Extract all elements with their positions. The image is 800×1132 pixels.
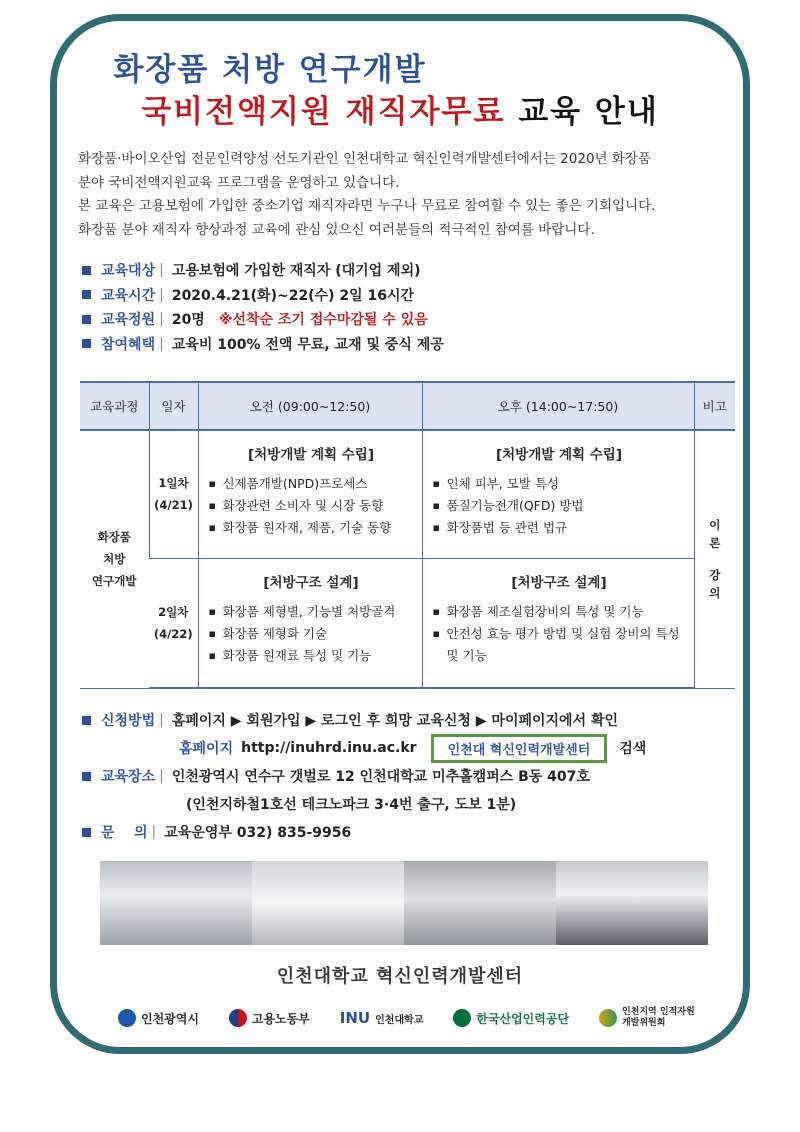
- list-item: ▪ 인체 피부, 모발 특성: [447, 473, 690, 495]
- course-name: 처방: [103, 552, 126, 567]
- incheon-city-icon: [118, 1009, 136, 1027]
- day-label: 2일차: [158, 604, 189, 619]
- info-label: 교육정원: [101, 312, 156, 329]
- info-target: [82, 258, 722, 283]
- logo-hrdkorea: [453, 1009, 569, 1027]
- am-session: [198, 430, 422, 558]
- list-item: ▪ 화장품 제형별, 기능별 처방골격: [223, 601, 418, 623]
- intro-line: 본 교육은 고용보험에 가입한 중소기업 재직자라면 누구나 무료로 참여할 수 있는 좋은 기회입니다.: [78, 198, 656, 214]
- separator: |: [159, 311, 164, 328]
- session-title: [처방개발 계획 수립]: [247, 447, 375, 463]
- session-title: [처방구조 설계]: [263, 574, 359, 591]
- logo-text: 한국산업인력공단: [476, 1011, 570, 1026]
- title-line1: 화장품 처방 연구개발: [113, 52, 427, 88]
- place-sub: [82, 790, 742, 818]
- list-item: ▪ 품질기능전개(QFD) 방법: [447, 495, 690, 517]
- intro-line: 화장품 분야 재직자 향상과정 교육에 관심 있으신 여러분들의 적극적인 참여를 바랍니다.: [78, 221, 595, 238]
- am-session: [198, 558, 422, 688]
- homepage-label: 홈페이지: [179, 741, 234, 757]
- list-item: ▪ 안전성 효능 평가 방법 및 실험 장비의 특성 및 기능: [447, 623, 690, 667]
- table-header-row: [80, 382, 735, 430]
- inu-icon: INU: [339, 1009, 371, 1027]
- remark-char: 강: [709, 568, 721, 583]
- remark-char: 의: [709, 586, 721, 601]
- apply-section: [82, 706, 742, 846]
- logo-incheon-city: [118, 1009, 199, 1027]
- separator: |: [159, 262, 164, 279]
- table-row: [80, 430, 735, 558]
- list-item: ▪ 화장품 제형화 기술: [223, 623, 418, 645]
- info-value: 2020.4.21(화)~22(수) 2일 16시간: [171, 287, 415, 304]
- moel-icon: [229, 1009, 247, 1027]
- remark-cell: [694, 430, 735, 688]
- info-time: [82, 283, 722, 308]
- list-item: ▪ 화장관련 소비자 및 시장 동향: [223, 495, 418, 517]
- homepage-link[interactable]: http://inuhrd.inu.ac.kr: [241, 740, 417, 756]
- header-remark: 비고: [694, 382, 735, 430]
- separator: |: [151, 824, 157, 840]
- title-suffix: 교육 안내: [518, 94, 659, 130]
- schedule-table: [80, 381, 735, 689]
- info-capacity: [82, 307, 722, 332]
- header-pm: 오후 (14:00~17:50): [422, 382, 694, 430]
- info-value: 20명: [171, 312, 205, 329]
- list-item: ▪ 화장품 원재료 특성 및 기능: [223, 645, 418, 667]
- bullet-square-icon: [82, 315, 91, 324]
- list-item: ▪ 화장품 제조실험장비의 특성 및 기능: [447, 601, 690, 623]
- header-day: 일자: [149, 382, 198, 430]
- search-word: 검색: [619, 741, 647, 757]
- header-am: 오전 (09:00~12:50): [198, 382, 422, 430]
- hrdkorea-icon: [453, 1009, 471, 1027]
- bullet-square-icon: [82, 772, 91, 781]
- day-cell: [149, 430, 198, 558]
- logo-rc: [599, 1007, 698, 1029]
- lecture-photo: [556, 861, 708, 945]
- logo-moel: [229, 1009, 310, 1027]
- course-name: 화장품: [97, 530, 131, 545]
- info-label: 교육시간: [101, 287, 156, 304]
- bullet-square-icon: [82, 339, 91, 348]
- course-cell: [80, 430, 149, 688]
- classroom-photo: [404, 861, 556, 945]
- info-benefit: [82, 332, 722, 357]
- day-cell: [149, 558, 198, 688]
- info-label: 참여혜택: [101, 336, 156, 353]
- course-name: 연구개발: [92, 574, 137, 589]
- pm-session: [422, 558, 694, 688]
- info-value: 교육비 100% 전액 무료, 교재 및 중식 제공: [171, 336, 444, 353]
- lab-photo: [100, 861, 252, 945]
- list-item: ▪ 화장품 원자재, 제품, 기술 동향: [223, 517, 418, 539]
- bullet-square-icon: [82, 266, 91, 275]
- apply-label: 문 의: [101, 825, 148, 841]
- apply-place: [82, 762, 742, 790]
- day-date: (4/22): [153, 626, 193, 641]
- intro-text: [78, 148, 728, 242]
- list-item: ▪ 화장품법 등 관련 법규: [447, 517, 690, 539]
- logo-text: 인천광역시: [141, 1011, 199, 1026]
- info-list: [82, 258, 722, 356]
- apply-value: 인천광역시 연수구 갯벌로 12 인천대학교 미추홀캠퍼스 B동 407호: [171, 769, 590, 785]
- logo-text: 인천대학교: [375, 1014, 424, 1026]
- apply-value: 홈페이지 ▶ 회원가입 ▶ 로그인 후 희망 교육신청 ▶ 마이페이지에서 확인: [171, 713, 619, 729]
- apply-value: (인천지하철1호선 테크노파크 3·4번 출구, 도보 1분): [186, 797, 517, 813]
- bullet-square-icon: [82, 828, 91, 837]
- title-highlight: 국비전액지원 재직자무료: [141, 94, 506, 130]
- session-title: [처방구조 설계]: [511, 574, 607, 591]
- separator: |: [159, 768, 164, 784]
- apply-method: [82, 706, 742, 734]
- intro-line: 분야 국비전액지원교육 프로그램을 운영하고 있습니다.: [78, 174, 400, 191]
- remark-char: 이: [709, 518, 721, 533]
- lab-photo: [252, 861, 404, 945]
- search-keyword-box: 인천대 혁신인력개발센터: [431, 734, 608, 763]
- day-date: (4/21): [154, 498, 193, 513]
- session-title: [처방개발 계획 수립]: [495, 447, 623, 463]
- list-item: ▪ 신제품개발(NPD)프로세스: [223, 473, 418, 495]
- homepage-row: [82, 734, 742, 762]
- photo-strip: [100, 861, 708, 945]
- logo-text: 인천지역 인적자원개발위원회: [621, 1007, 695, 1028]
- center-name: 인천대학교 혁신인력개발센터: [276, 966, 524, 987]
- bullet-square-icon: [82, 290, 91, 299]
- logo-text: 고용노동부: [251, 1011, 310, 1026]
- day-label: 1일차: [158, 476, 189, 491]
- apply-label: 신청방법: [101, 713, 156, 729]
- info-label: 교육대상: [101, 263, 156, 280]
- apply-label: 교육장소: [101, 769, 156, 785]
- separator: |: [159, 335, 164, 352]
- pm-session: [422, 430, 694, 558]
- rc-icon: [599, 1009, 617, 1027]
- bullet-square-icon: [82, 716, 91, 725]
- separator: |: [159, 286, 164, 303]
- table-row: [80, 558, 735, 688]
- title-line2: [0, 86, 800, 131]
- apply-value: 교육운영부 032) 835-9956: [164, 825, 352, 841]
- apply-contact: [82, 818, 742, 846]
- header-course: 교육과정: [80, 382, 149, 430]
- remark-char: [695, 552, 736, 566]
- info-warning: ※선착순 조기 접수마감될 수 있음: [218, 312, 428, 329]
- info-value: 고용보험에 가입한 재직자 (대기업 제외): [171, 263, 421, 280]
- logo-inu: [340, 1009, 424, 1027]
- logo-row: [118, 1000, 698, 1036]
- separator: |: [159, 712, 164, 728]
- remark-char: 론: [709, 536, 721, 551]
- intro-line: 화장품·바이오산업 전문인력양성 선도기관인 인천대학교 혁신인력개발센터에서는 2020년 화장품: [78, 151, 651, 167]
